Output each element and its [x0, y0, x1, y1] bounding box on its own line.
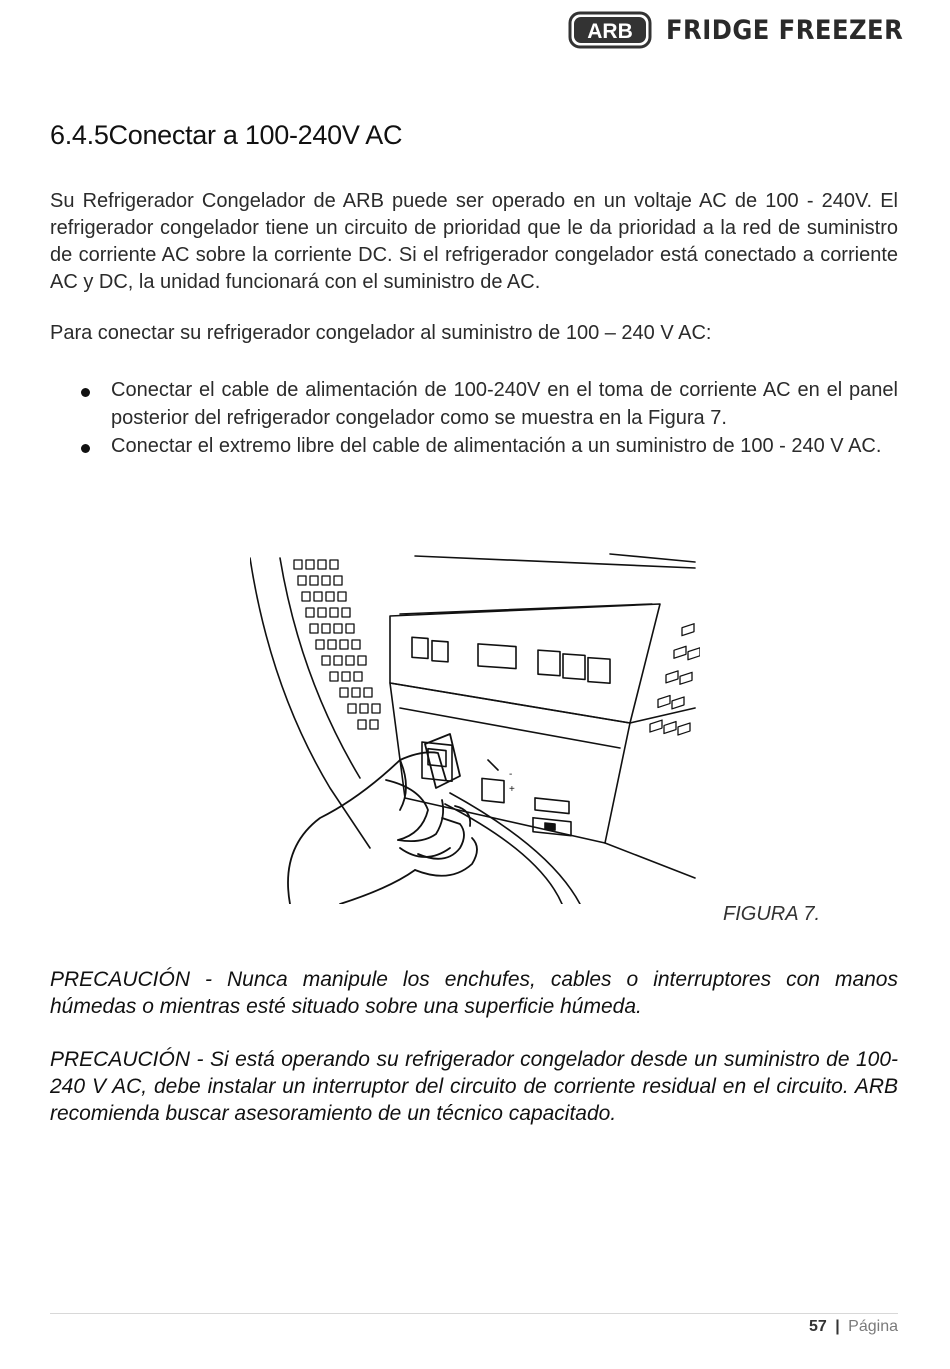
page-header — [568, 8, 930, 52]
dc-socket-icon — [482, 760, 504, 803]
figure-7-illustration — [250, 548, 700, 904]
page-number: 57 — [808, 1318, 827, 1335]
vent-grid-left — [294, 560, 380, 729]
page-footer — [809, 1318, 898, 1336]
arb-logo — [568, 10, 652, 50]
caution-wet-hands: PRECAUCIÓN - Nunca manipule los enchufes, cables o interruptores con manos húmedas o mientras esté situado sobre una superficie húmeda. — [50, 968, 898, 1018]
bullet-icon — [81, 388, 90, 397]
list-item-text: Conectar el extremo libre del cable de alimentación a un suministro de 100 - 240 V AC. — [111, 435, 882, 457]
page-label: Página — [848, 1318, 898, 1335]
figure-caption: FIGURA 7. — [723, 903, 821, 925]
arb-logo-text: ARB — [587, 20, 634, 43]
list-item — [50, 376, 898, 432]
instruction-paragraph: Para conectar su refrigerador congelador al suministro de 100 – 240 V AC: — [50, 322, 712, 344]
intro-paragraph: Su Refrigerador Congelador de ARB puede ser operado en un voltaje AC de 100 - 240V. El refrigerador congelador tiene un circuito de prioridad que le da prioridad a la red de suministro de corriente AC sobre la corriente DC. Si el refrigerador congelador está conectado a corriente AC y DC, la unidad funcionará con el suministro de AC. — [50, 190, 898, 293]
brand-title: FRIDGE FREEZER — [666, 14, 904, 46]
section-title: 6.4.5Conectar a 100-240V AC — [50, 120, 403, 150]
plus-symbol: + — [509, 784, 515, 795]
list-item-text: Conectar el cable de alimentación de 100-240V en el toma de corriente AC en el panel posterior del refrigerador congelador como se muestra en la Figura 7. — [111, 379, 898, 429]
footer-divider — [50, 1313, 898, 1314]
footer-separator: | — [835, 1318, 840, 1335]
list-item — [50, 432, 898, 460]
minus-symbol: - — [509, 769, 513, 780]
steps-list — [50, 376, 898, 460]
bullet-icon — [81, 444, 90, 453]
caution-residual-current: PRECAUCIÓN - Si está operando su refrigerador congelador desde un suministro de 100-240 V AC, debe instalar un interruptor del circuito de corriente residual en el circuito. ARB recomienda buscar asesoramiento de un técnico capacitado. — [50, 1048, 898, 1125]
hand-with-plug-illustration — [288, 734, 477, 904]
vent-grid-right — [650, 624, 700, 735]
